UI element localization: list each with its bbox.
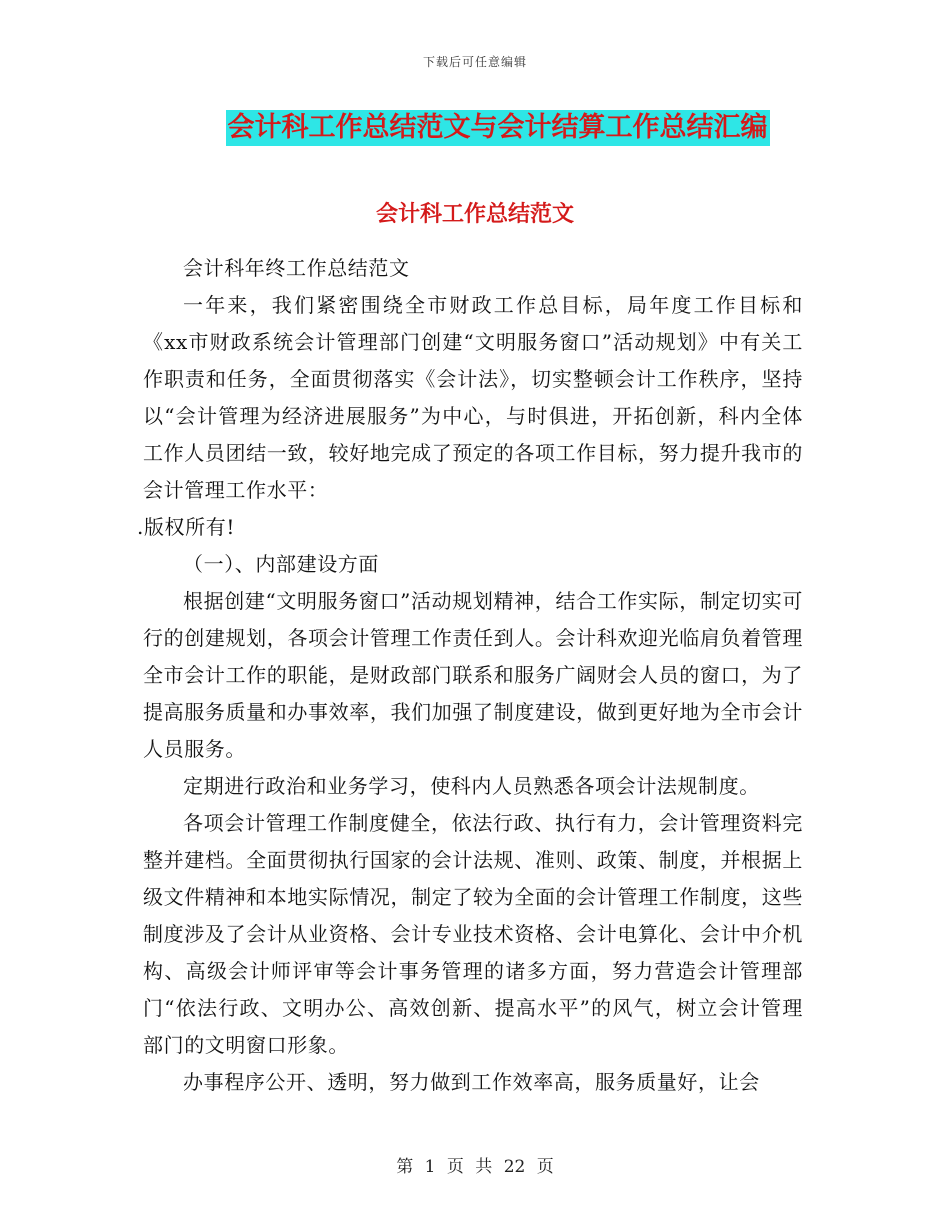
paragraph: 根据创建“文明服务窗口”活动规划精神，结合工作实际，制定切实可行的创建规划，各项会计管理工作责任到人。会计科欢迎光临肩负着管理全市会计工作的职能，是财政部门联系和服务广阔财会人员的窗口，为了提高服务质量和办事效率，我们加强了制度建设，做到更好地为全市会计人员服务。 [143,589,803,761]
document-title: 会计科工作总结范文与会计结算工作总结汇编 [226,110,770,146]
paragraph: 会计科年终工作总结范文 [183,256,410,280]
paragraph: 各项会计管理工作制度健全，依法行政、执行有力，会计管理资料完整并建档。全面贯彻执行国家的会计法规、准则、政策、制度，并根据上级文件精神和本地实际情况，制定了较为全面的会计管理工作制度，这些制度涉及了会计从业资格、会计专业技术资格、会计电算化、会计中介机构、高级会计师评审等会计事务管理的诸多方面，努力营造会计管理部门“依法行政、文明办公、高效创新、提高水平”的风气，树立会计管理部门的文明窗口形象。 [143,811,803,1057]
paragraph: 办事程序公开、透明，努力做到工作效率高，服务质量好，让会 [183,1070,760,1094]
page-number: 第 1 页 共 22 页 [396,1157,554,1177]
paragraph: 一年来，我们紧密围绕全市财政工作总目标，局年度工作目标和《xx市财政系统会计管理部门创建“文明服务窗口”活动规划》中有关工作职责和任务，全面贯彻落实《会计法》，切实整顿会计工作秩序，坚持以“会计管理为经济进展服务”为中心，与时俱进，开拓创新，科内全体工作人员团结一致，较好地完成了预定的各项工作目标，努力提升我市的会计管理工作水平： [143,293,803,502]
document-body [137,250,803,1101]
document-subtitle: 会计科工作总结范文 [375,202,574,227]
paragraph: 定期进行政治和业务学习，使科内人员熟悉各项会计法规制度。 [183,774,760,798]
page-header-note: 下载后可任意编辑 [422,55,527,69]
document-title-container [0,110,950,146]
paragraph: .版权所有! [137,515,235,539]
section-heading: （一）、内部建设方面 [183,552,379,576]
